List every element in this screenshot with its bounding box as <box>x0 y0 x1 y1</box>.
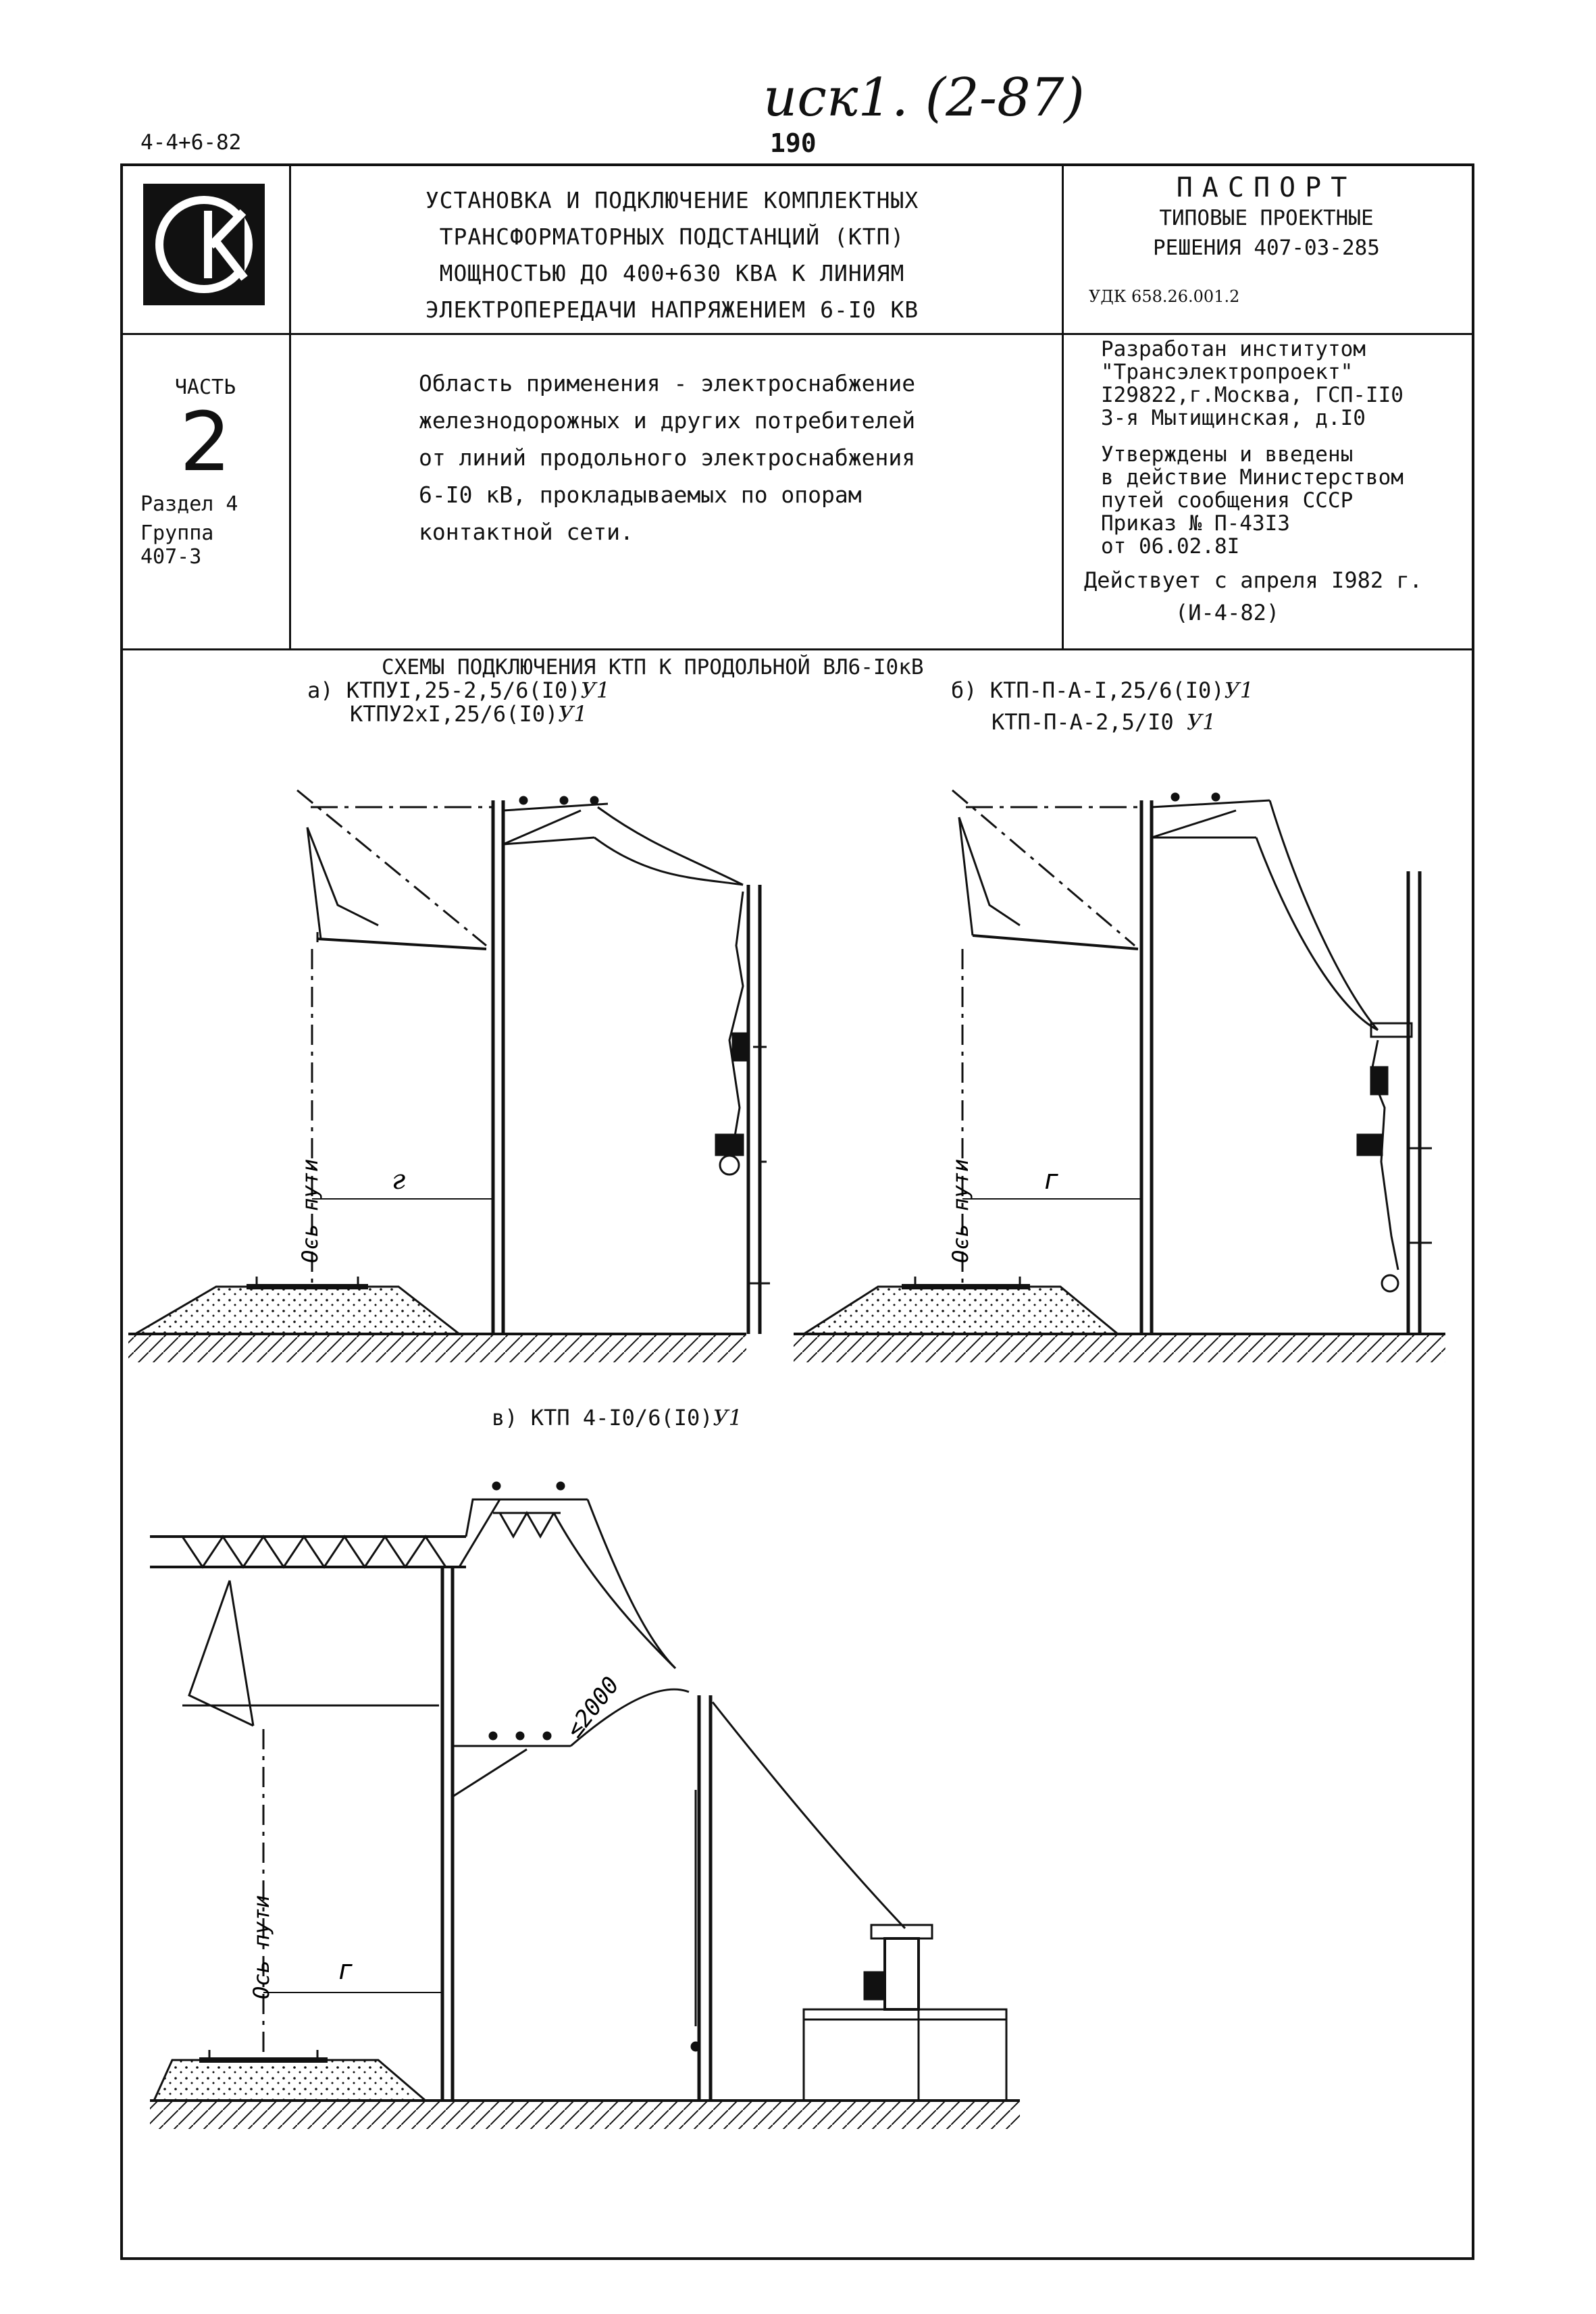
approval-line: в действие Министерством <box>1101 465 1404 490</box>
diagrams-heading: СХЕМЫ ПОДКЛЮЧЕНИЯ КТП К ПРОДОЛЬНОЙ ВЛ6-I0кВ <box>382 655 924 679</box>
diagram-c <box>150 1483 1020 2129</box>
diagram-c-dim-r: г <box>338 1955 355 1986</box>
page-number: 190 <box>770 128 817 158</box>
title-line-1: УСТАНОВКА И ПОДКЛЮЧЕНИЕ КОМПЛЕКТНЫХ <box>425 187 919 213</box>
diagram-b-label2-text: КТП-П-А-2,5/I0 <box>992 709 1174 735</box>
diagram-c-dim-2000: ≤2000 <box>561 1672 625 1743</box>
effective-code: (И-4-82) <box>1175 600 1280 625</box>
diagram-a-label-text: а) КТПУI,25-2,5/6(I0) <box>307 677 581 703</box>
title-line-4: ЭЛЕКТРОПЕРЕДАЧИ НАПРЯЖЕНИЕМ 6-I0 КВ <box>425 297 919 323</box>
passport-heading: ПАСПОРТ <box>1176 172 1357 203</box>
developer-line: 3-я Мытищинская, д.I0 <box>1101 406 1366 430</box>
group-label: Группа <box>140 521 214 545</box>
scope-line: 6-I0 кВ, прокладываемых по опорам <box>419 482 862 508</box>
part-number: 2 <box>179 396 232 490</box>
diagram-b-track-axis: Ось пути <box>948 1158 973 1263</box>
passport-line-2: ТИПОВЫЕ ПРОЕКТНЫЕ <box>1159 206 1374 230</box>
passport-line-3: РЕШЕНИЯ 407-03-285 <box>1153 236 1380 260</box>
diagram-b-label-suffix: У1 <box>1224 677 1254 703</box>
diagram-a-dim-r: г <box>392 1164 406 1195</box>
scope-line: Область применения - электроснабжение <box>419 370 916 396</box>
scope-line: контактной сети. <box>419 519 634 545</box>
diagram-b-label-text: б) КТП-П-А-I,25/6(I0) <box>951 677 1225 703</box>
diagram-a-label2-suffix: У1 <box>558 701 588 727</box>
developer-line: I29822,г.Москва, ГСП-II0 <box>1101 383 1404 407</box>
diagram-b <box>794 790 1445 1362</box>
scope-line: от линий продольного электроснабжения <box>419 444 916 471</box>
approval-line: путей сообщения СССР <box>1101 488 1354 513</box>
diagram-c-label-suffix: У1 <box>713 1405 742 1431</box>
part-label: ЧАСТЬ <box>174 376 236 399</box>
diagram-b-label2-suffix: У1 <box>1186 709 1216 735</box>
developer-line: "Трансэлектропроект" <box>1101 360 1354 384</box>
group-number: 407-3 <box>140 545 202 569</box>
diagram-a-label-suffix: У1 <box>580 677 611 703</box>
scope-line: железнодорожных и других потребителей <box>419 407 916 434</box>
handwritten-note: иск1. (2-87) <box>763 68 1085 128</box>
diagram-c-label-text: в) КТП 4-I0/6(I0) <box>492 1405 713 1431</box>
title-line-3: МОЩНОСТЬЮ ДО 400+630 КВА К ЛИНИЯМ <box>439 260 905 286</box>
diagram-a <box>128 790 770 1362</box>
udk-code: УДК 658.26.001.2 <box>1089 287 1240 306</box>
diagram-a-label2-text: КТПУ2хI,25/6(I0) <box>350 701 559 727</box>
approval-line: Приказ № П-43I3 <box>1101 511 1290 536</box>
section-label: Раздел 4 <box>140 492 238 516</box>
title-line-2: ТРАНСФОРМАТОРНЫХ ПОДСТАНЦИЙ (КТП) <box>439 224 905 250</box>
effective-date: Действует с апреля I982 г. <box>1084 567 1422 593</box>
approval-line: Утверждены и введены <box>1101 442 1354 467</box>
developer-line: Разработан институтом <box>1101 337 1366 361</box>
doc-code: 4-4+6-82 <box>140 130 242 155</box>
diagram-a-track-axis: Ось пути <box>297 1158 323 1263</box>
diagram-b-dim-r: г <box>1044 1164 1060 1195</box>
approval-line: от 06.02.8I <box>1101 534 1240 559</box>
diagram-c-track-axis: Ось пути <box>249 1895 274 1999</box>
